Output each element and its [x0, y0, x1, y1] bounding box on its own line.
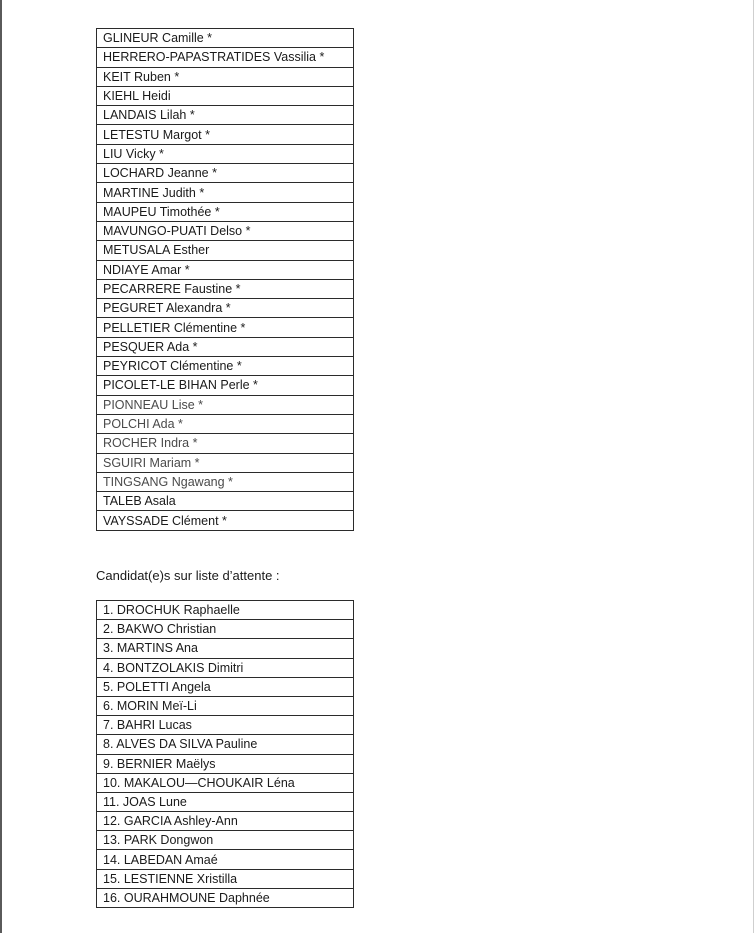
waitlist-candidate-cell: 5. POLETTI Angela — [97, 677, 354, 696]
table-row — [97, 831, 354, 850]
waitlist-candidate-cell: 7. BAHRI Lucas — [97, 716, 354, 735]
candidate-name-cell: PICOLET-LE BIHAN Perle * — [97, 376, 354, 395]
waitlist-candidate-cell: 14. LABEDAN Amaé — [97, 850, 354, 869]
table-row — [97, 376, 354, 395]
table-row — [97, 453, 354, 472]
waitlist-heading: Candidat(e)s sur liste d’attente : — [96, 568, 280, 583]
candidate-name-cell: PELLETIER Clémentine * — [97, 318, 354, 337]
table-row — [97, 357, 354, 376]
table-row — [97, 658, 354, 677]
candidate-name-cell: PECARRERE Faustine * — [97, 279, 354, 298]
table-row — [97, 67, 354, 86]
candidate-name-cell: METUSALA Esther — [97, 241, 354, 260]
table-row — [97, 677, 354, 696]
candidate-name-cell: PEGURET Alexandra * — [97, 299, 354, 318]
table-row — [97, 260, 354, 279]
table-row — [97, 183, 354, 202]
waitlist-candidate-cell: 12. GARCIA Ashley-Ann — [97, 812, 354, 831]
waitlist-candidate-cell: 8. ALVES DA SILVA Pauline — [97, 735, 354, 754]
table-row — [97, 492, 354, 511]
candidate-name-cell: POLCHI Ada * — [97, 414, 354, 433]
waitlist-candidate-cell: 4. BONTZOLAKIS Dimitri — [97, 658, 354, 677]
table-row — [97, 106, 354, 125]
waitlist-table — [96, 600, 354, 908]
candidate-name-cell: TINGSANG Ngawang * — [97, 472, 354, 491]
table-row — [97, 754, 354, 773]
table-row — [97, 511, 354, 530]
table-row — [97, 241, 354, 260]
waitlist-candidate-cell: 15. LESTIENNE Xristilla — [97, 869, 354, 888]
candidate-name-cell: MARTINE Judith * — [97, 183, 354, 202]
table-row — [97, 395, 354, 414]
waitlist-candidate-cell: 16. OURAHMOUNE Daphnée — [97, 888, 354, 907]
table-row — [97, 48, 354, 67]
table-row — [97, 318, 354, 337]
table-row — [97, 472, 354, 491]
candidate-name-cell: LANDAIS Lilah * — [97, 106, 354, 125]
table-row — [97, 850, 354, 869]
table-row — [97, 601, 354, 620]
waitlist-candidate-cell: 1. DROCHUK Raphaelle — [97, 601, 354, 620]
table-row — [97, 620, 354, 639]
candidate-name-cell: PEYRICOT Clémentine * — [97, 357, 354, 376]
table-row — [97, 696, 354, 715]
waitlist-candidate-cell: 2. BAKWO Christian — [97, 620, 354, 639]
candidate-name-cell: NDIAYE Amar * — [97, 260, 354, 279]
candidate-name-cell: MAVUNGO-PUATI Delso * — [97, 221, 354, 240]
waitlist-candidate-cell: 11. JOAS Lune — [97, 792, 354, 811]
table-row — [97, 888, 354, 907]
candidate-name-cell: ROCHER Indra * — [97, 434, 354, 453]
table-row — [97, 869, 354, 888]
table-row — [97, 164, 354, 183]
table-row — [97, 792, 354, 811]
table-row — [97, 337, 354, 356]
admitted-candidates-body — [97, 29, 354, 531]
candidate-name-cell: KEIT Ruben * — [97, 67, 354, 86]
candidate-name-cell: GLINEUR Camille * — [97, 29, 354, 48]
candidate-name-cell: MAUPEU Timothée * — [97, 202, 354, 221]
waitlist-candidate-cell: 6. MORIN Meï-Li — [97, 696, 354, 715]
waitlist-candidate-cell: 3. MARTINS Ana — [97, 639, 354, 658]
table-row — [97, 639, 354, 658]
waitlist-candidate-cell: 10. MAKALOU—CHOUKAIR Léna — [97, 773, 354, 792]
table-row — [97, 812, 354, 831]
table-row — [97, 773, 354, 792]
table-row — [97, 735, 354, 754]
table-row — [97, 299, 354, 318]
scan-edge-left — [0, 0, 2, 933]
table-row — [97, 29, 354, 48]
candidate-name-cell: SGUIRI Mariam * — [97, 453, 354, 472]
waitlist-body — [97, 601, 354, 908]
table-row — [97, 434, 354, 453]
table-row — [97, 221, 354, 240]
waitlist-candidate-cell: 9. BERNIER Maëlys — [97, 754, 354, 773]
table-row — [97, 125, 354, 144]
candidate-name-cell: VAYSSADE Clément * — [97, 511, 354, 530]
waitlist-candidate-cell: 13. PARK Dongwon — [97, 831, 354, 850]
table-row — [97, 716, 354, 735]
candidate-name-cell: LETESTU Margot * — [97, 125, 354, 144]
table-row — [97, 202, 354, 221]
candidate-name-cell: TALEB Asala — [97, 492, 354, 511]
candidate-name-cell: PESQUER Ada * — [97, 337, 354, 356]
candidate-name-cell: HERRERO-PAPASTRATIDES Vassilia * — [97, 48, 354, 67]
table-row — [97, 414, 354, 433]
table-row — [97, 144, 354, 163]
candidate-name-cell: LOCHARD Jeanne * — [97, 164, 354, 183]
candidate-name-cell: PIONNEAU Lise * — [97, 395, 354, 414]
table-row — [97, 279, 354, 298]
candidate-name-cell: KIEHL Heidi — [97, 86, 354, 105]
admitted-candidates-table — [96, 28, 354, 531]
table-row — [97, 86, 354, 105]
candidate-name-cell: LIU Vicky * — [97, 144, 354, 163]
